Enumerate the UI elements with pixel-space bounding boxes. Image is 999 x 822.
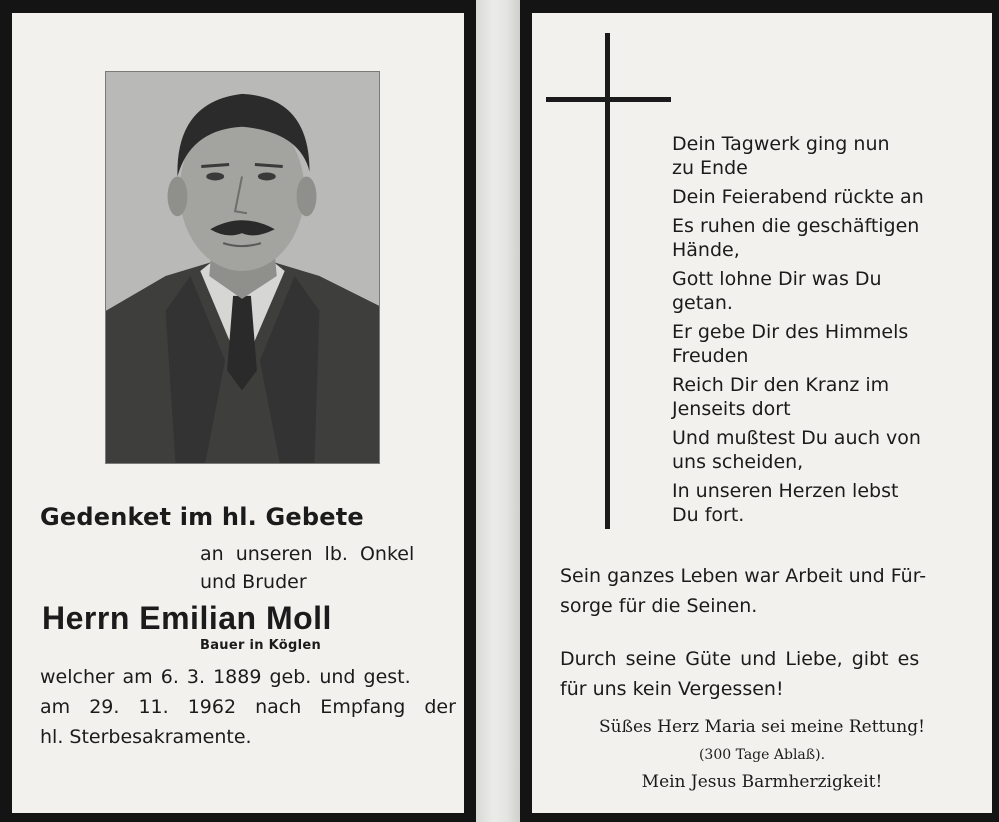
cross-icon	[605, 33, 610, 529]
relation-line-2: und Bruder	[200, 571, 307, 593]
bio-line-1: welcher am 6. 3. 1889 geb. und gest.	[40, 666, 411, 688]
poem-line: Hände,	[672, 239, 740, 261]
cross-bar	[546, 97, 671, 102]
prayer-line-2: Mein Jesus Barmherzigkeit!	[641, 772, 883, 792]
right-card	[532, 13, 992, 813]
life-summary-line-2: sorge für die Seinen.	[560, 595, 758, 617]
poem-line: Gott lohne Dir was Du	[672, 268, 882, 290]
poem-line: Dein Feierabend rückte an	[672, 186, 924, 208]
poem-line: getan.	[672, 292, 733, 314]
poem-line: Dein Tagwerk ging nun	[672, 133, 890, 155]
life-summary-line-1: Sein ganzes Leben war Arbeit und Für-	[560, 565, 927, 587]
remembrance-heading: Gedenket im hl. Gebete	[40, 503, 364, 531]
occupation-line: Bauer in Köglen	[200, 638, 322, 653]
bio-line-2: am 29. 11. 1962 nach Empfang der	[40, 696, 456, 718]
poem-line: zu Ende	[672, 157, 748, 179]
poem-line: Er gebe Dir des Himmels	[672, 321, 909, 343]
relation-line-1: an unseren lb. Onkel	[200, 543, 415, 565]
poem-line: Freuden	[672, 345, 749, 367]
poem-line: Es ruhen die geschäftigen	[672, 215, 920, 237]
bio-line-3: hl. Sterbesakramente.	[40, 726, 252, 748]
poem-line: Reich Dir den Kranz im	[672, 374, 890, 396]
poem-line: Du fort.	[672, 504, 745, 526]
poem-line: uns scheiden,	[672, 451, 804, 473]
poem-line: In unseren Herzen lebst	[672, 480, 899, 502]
portrait-photo	[105, 71, 380, 464]
poem-line: Und mußtest Du auch von	[672, 427, 921, 449]
card-fold-strip	[476, 0, 520, 822]
indulgence-note: (300 Tage Ablaß).	[698, 747, 826, 763]
deceased-name: Herrn Emilian Moll	[42, 600, 332, 636]
memorial-poem	[672, 132, 982, 527]
prayer-line-1: Süßes Herz Maria sei meine Rettung!	[599, 717, 925, 737]
poem-line: Jenseits dort	[672, 398, 791, 420]
remembrance-line-1: Durch seine Güte und Liebe, gibt es	[560, 648, 920, 670]
left-card	[12, 13, 464, 813]
remembrance-line-2: für uns kein Vergessen!	[560, 678, 784, 700]
